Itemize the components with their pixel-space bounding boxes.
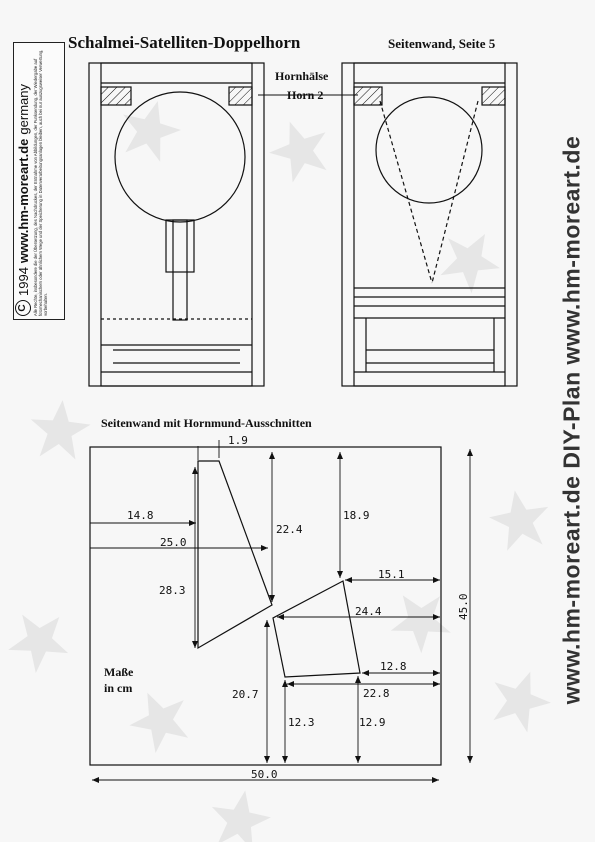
horn-dashed-left (380, 101, 432, 283)
page-reference: Seitenwand, Seite 5 (388, 36, 496, 51)
dim-50-0-label: 50.0 (251, 768, 278, 781)
left-cabinet-inner (101, 63, 252, 386)
side-panel-outline (90, 447, 441, 765)
units-label-line1: Maße (104, 665, 134, 679)
label-horn2: Horn 2 (287, 88, 324, 102)
right-right-horn-hatch (482, 87, 505, 105)
horn-cutout-1 (198, 461, 272, 648)
copyright-year: 1994 (15, 267, 31, 296)
copyright-country: germany (15, 84, 31, 135)
dim-15-1-label: 15.1 (378, 568, 405, 581)
copyright-site: www.hm-moreart.de (15, 138, 31, 264)
horn-dashed-right (432, 101, 478, 283)
side-panel-drawing (90, 447, 441, 765)
right-cabinet-view (342, 63, 517, 386)
section-title: Seitenwand mit Hornmund-Ausschnitten (101, 416, 312, 430)
dim-24-4-label: 24.4 (355, 605, 382, 618)
page-title: Schalmei-Satelliten-Doppelhorn (68, 33, 301, 52)
dim-28-3-label: 28.3 (159, 584, 186, 597)
dim-12-3-label: 12.3 (288, 716, 315, 729)
side-url-banner: www.hm-moreart.de DIY-Plan www.hm-moreart.de (558, 135, 585, 705)
port-tube-outline (166, 220, 194, 272)
dim-14-8-label: 14.8 (127, 509, 154, 522)
dim-45-0-label: 45.0 (457, 593, 470, 620)
copyright-fine-print: Alle Rechte, insbesondere die der Übersetzung, des Nachdruckes, der Entnahme von Abbildungen, der Funksendung, der Wiedergabe auf fotomechanischem oder ähnlichem Wege und der Speicherung in Datenverarbeitungsanlagen bleiben, auch bei nur auszugsweiser Verwertung, vorbehalten. (33, 49, 48, 316)
right-left-horn-hatch (354, 87, 382, 105)
horn-cutout-2 (273, 581, 360, 677)
copyright-symbol-icon: C (15, 300, 31, 316)
port-tube-inner (173, 220, 187, 320)
speaker-driver-circle (115, 92, 245, 222)
right-cabinet-outline (342, 63, 517, 386)
dim-22-8-label: 22.8 (363, 687, 390, 700)
dim-22-4-label: 22.4 (276, 523, 303, 536)
left-cabinet-outline (89, 63, 264, 386)
right-horn-throat-hatch (229, 87, 252, 105)
left-cabinet-view (89, 63, 264, 386)
dim-12-8-label: 12.8 (380, 660, 407, 673)
dim-1-9-label: 1.9 (228, 434, 248, 447)
units-label-line2: in cm (104, 681, 133, 695)
right-cabinet-inner (354, 63, 505, 386)
label-hornhaelse: Hornhälse (275, 69, 329, 83)
dim-20-7-label: 20.7 (232, 688, 259, 701)
dim-12-9-label: 12.9 (359, 716, 386, 729)
left-horn-throat-hatch (101, 87, 131, 105)
dim-18-9-label: 18.9 (343, 509, 370, 522)
dim-25-0-label: 25.0 (160, 536, 187, 549)
